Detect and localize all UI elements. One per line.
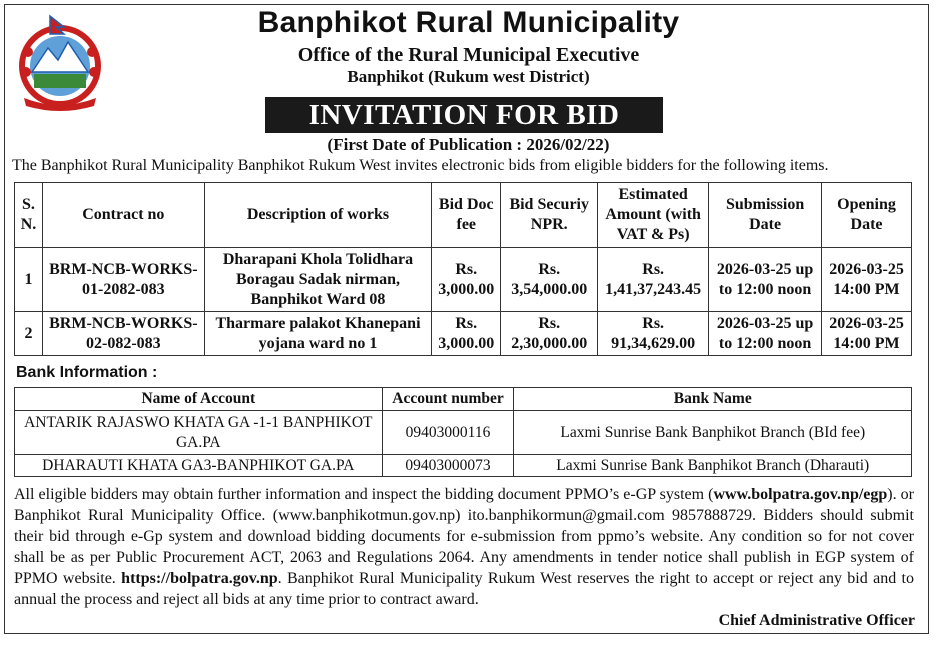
- cell-estimated: Rs. 91,34,629.00: [598, 312, 709, 356]
- cell-security: Rs. 2,30,000.00: [501, 312, 598, 356]
- office-title: Office of the Rural Municipal Executive: [297, 44, 640, 66]
- table-row: [15, 312, 912, 356]
- col-account-name: Name of Account: [15, 388, 383, 411]
- cell-sn: 2: [15, 312, 43, 356]
- cell-opening: 2026-03-25 14:00 PM: [822, 248, 912, 312]
- bank-info-title: Bank Information :: [16, 364, 158, 381]
- cell-description: Dharapani Khola Tolidhara Boragau Sadak nirman, Banphikot Ward 08: [204, 248, 432, 312]
- cell-bank-name: Laxmi Sunrise Bank Banphikot Branch (Dharauti): [514, 455, 912, 477]
- table-row: [15, 248, 912, 312]
- municipality-title: Banphikot Rural Municipality: [257, 6, 680, 39]
- invitation-banner: INVITATION FOR BID: [265, 97, 663, 133]
- works-header-row: [15, 183, 912, 248]
- cell-estimated: Rs. 1,41,37,243.45: [598, 248, 709, 312]
- cell-account-name: DHARAUTI KHATA GA3-BANPHIKOT GA.PA: [15, 455, 383, 477]
- location-title: Banphikot (Rukum west District): [347, 67, 590, 86]
- cell-account-name: ANTARIK RAJASWO KHATA GA -1-1 BANPHIKOT GA.PA: [15, 411, 383, 455]
- table-row: [15, 455, 912, 477]
- bolpatra-link[interactable]: https://bolpatra.gov.np: [121, 570, 278, 587]
- cell-security: Rs. 3,54,000.00: [501, 248, 598, 312]
- publication-date: (First Date of Publication : 2026/02/22): [327, 135, 610, 154]
- cell-bank-name: Laxmi Sunrise Bank Banphikot Branch (BId fee): [514, 411, 912, 455]
- cell-opening: 2026-03-25 14:00 PM: [822, 312, 912, 356]
- footer-text-1: All eligible bidders may obtain further information and inspect the bidding document PPMO’s e-GP system (: [14, 486, 714, 503]
- cell-submission: 2026-03-25 up to 12:00 noon: [709, 312, 822, 356]
- col-contract: Contract no: [42, 183, 204, 248]
- cell-fee: Rs. 3,000.00: [432, 312, 501, 356]
- cell-description: Tharmare palakot Khanepani yojana ward no 1: [204, 312, 432, 356]
- col-sn: S. N.: [15, 183, 43, 248]
- footer-paragraph: [14, 484, 914, 610]
- bolpatra-egp-link[interactable]: www.bolpatra.gov.np/egp: [713, 486, 888, 503]
- cell-account-number: 09403000073: [382, 455, 514, 477]
- footer-text-3: . Banphikot Rural Municipality Rukum West reserves the right to accept or reject any bid and to annual the process and reject all bids at any time prior to contract award.: [14, 570, 915, 608]
- col-account-number: Account number: [382, 388, 514, 411]
- col-fee: Bid Doc fee: [432, 183, 501, 248]
- col-security: Bid Securiy NPR.: [501, 183, 598, 248]
- works-table: [14, 182, 912, 356]
- bank-table: [14, 387, 912, 477]
- cell-fee: Rs. 3,000.00: [432, 248, 501, 312]
- col-submission: Submission Date: [709, 183, 822, 248]
- col-opening: Opening Date: [822, 183, 912, 248]
- bank-header-row: [15, 388, 912, 411]
- cell-contract: BRM-NCB-WORKS-01-2082-083: [42, 248, 204, 312]
- signature: Chief Administrative Officer: [718, 612, 915, 629]
- cell-submission: 2026-03-25 up to 12:00 noon: [709, 248, 822, 312]
- cell-contract: BRM-NCB-WORKS-02-082-083: [42, 312, 204, 356]
- col-estimated: Estimated Amount (with VAT & Ps): [598, 183, 709, 248]
- intro-text: The Banphikot Rural Municipality Banphikot Rukum West invites electronic bids from eligible bidders for the following items.: [12, 157, 829, 174]
- cell-sn: 1: [15, 248, 43, 312]
- col-bank-name: Bank Name: [514, 388, 912, 411]
- table-row: [15, 411, 912, 455]
- col-description: Description of works: [204, 183, 432, 248]
- footer-text-2: ). or Banphikot Rural Municipality Office. (www.banphikotmun.gov.np) ito.banphikormun@gmail.com 9857888729. Bidders should submit their bid through e-Gp system and download bidding documents for e-submission from ppmo’s website. Any condition so for not cover shall be as per Public Procurement ACT, 2063 and Regulations 2064. Any amendments in tender notice shall publish in EGP system of PPMO website.: [14, 486, 915, 587]
- cell-account-number: 09403000116: [382, 411, 514, 455]
